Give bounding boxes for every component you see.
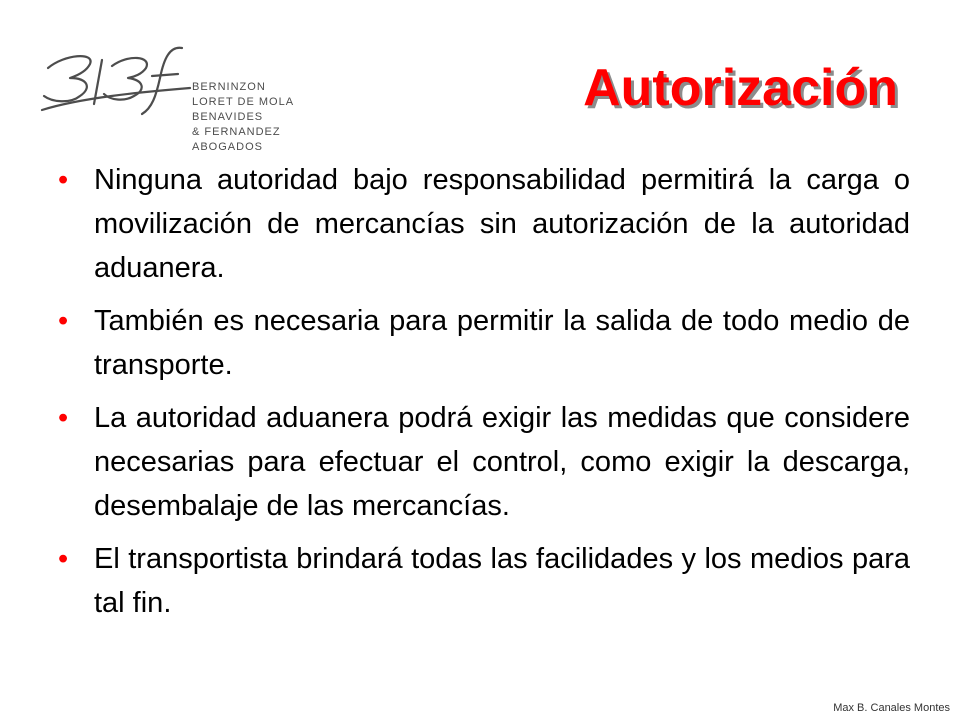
bullet-list	[58, 158, 910, 634]
bullet-item	[58, 537, 910, 625]
bullet-icon: •	[58, 305, 69, 337]
firm-name-line: BENAVIDES	[192, 111, 264, 123]
firm-name-line: BERNINZON	[192, 81, 266, 93]
bullet-text: También es necesaria para permitir la salida de todo medio de transporte.	[94, 305, 910, 381]
firm-names	[192, 80, 294, 155]
author-footer: Max B. Canales Montes	[833, 702, 950, 714]
firm-name-line: ABOGADOS	[192, 141, 263, 153]
bullet-text: La autoridad aduanera podrá exigir las medidas que considere necesarias para efectuar el control, como exigir la descarga, desembalaje de las mercancías.	[94, 402, 910, 522]
bullet-icon: •	[58, 543, 69, 575]
bullet-text: El transportista brindará todas las facilidades y los medios para tal fin.	[94, 543, 910, 619]
firm-name-line: & FERNANDEZ	[192, 126, 281, 138]
firm-logo	[40, 38, 298, 153]
bullet-item	[58, 299, 910, 387]
monogram-logo-icon	[40, 38, 200, 138]
bullet-icon: •	[58, 164, 69, 196]
slide-title: Autorización	[583, 59, 898, 117]
bullet-icon: •	[58, 402, 69, 434]
firm-name-line: LORET DE MOLA	[192, 96, 295, 108]
bullet-text: Ninguna autoridad bajo responsabilidad permitirá la carga o movilización de mercancías sin autorización de la autoridad aduanera.	[94, 164, 910, 284]
bullet-item	[58, 396, 910, 528]
bullet-item	[58, 158, 910, 290]
